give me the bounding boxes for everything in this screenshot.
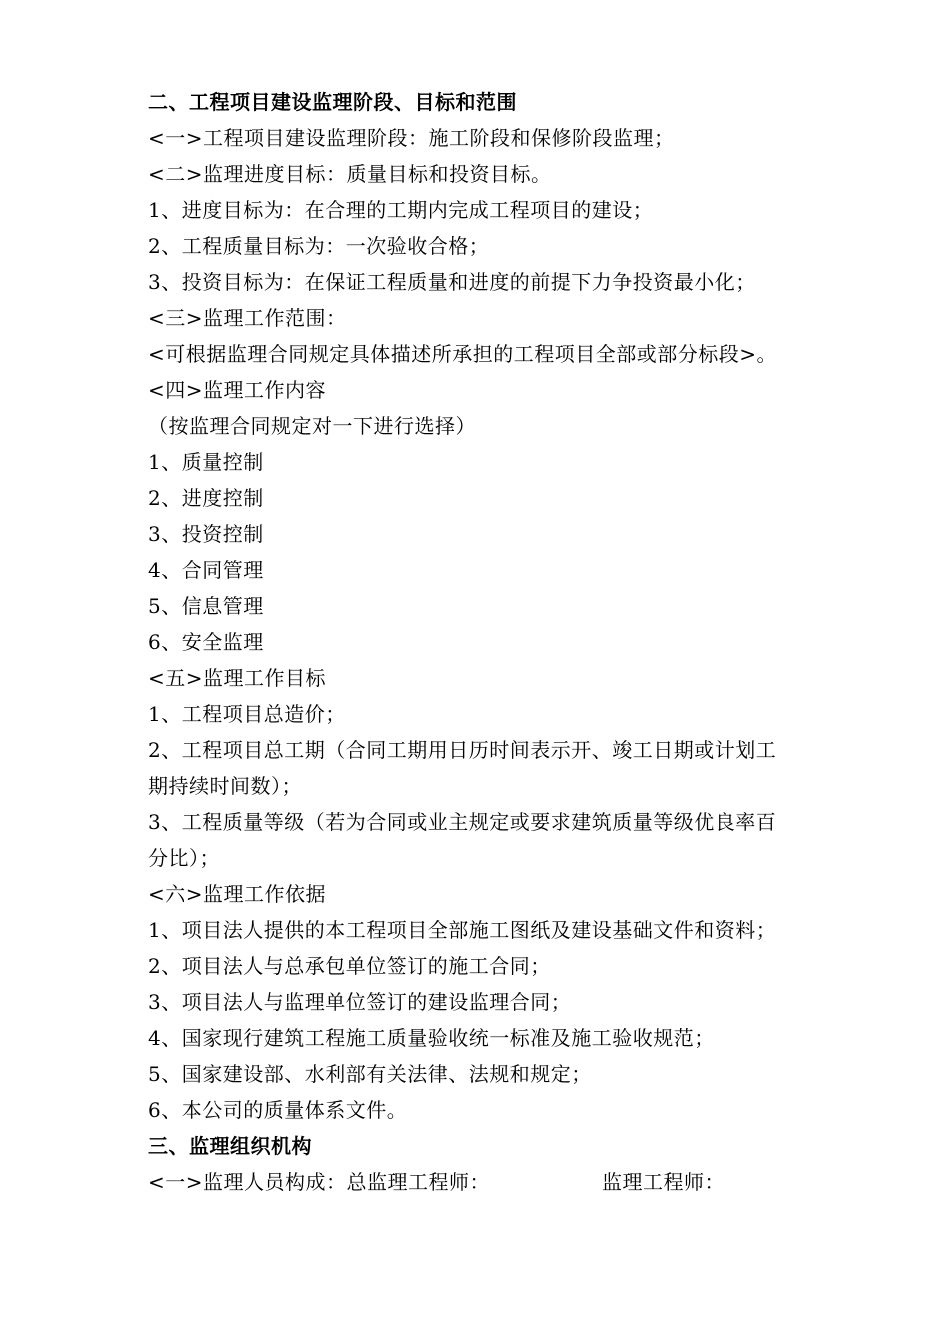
text-line: 5、国家建设部、水利部有关法律、法规和规定； [148,1062,592,1086]
text-line: <二>监理进度目标：质量目标和投资目标。 [148,162,552,186]
text-line: 2、工程质量目标为：一次验收合格； [148,234,490,258]
document-body [148,84,858,1164]
text-line: <一>工程项目建设监理阶段：施工阶段和保修阶段监理； [148,126,675,150]
text-line: 1、工程项目总造价； [148,702,346,726]
text-line: <三>监理工作范围： [148,306,347,330]
text-line: 3、投资控制 [148,522,264,546]
text-line: <四>监理工作内容 [148,378,327,402]
chief-engineer-label: <一>监理人员构成：总监理工程师： [148,1170,491,1194]
text-line: <六>监理工作依据 [148,882,327,906]
text-line: 3、投资目标为：在保证工程质量和进度的前提下力争投资最小化； [148,270,756,294]
text-line: 1、项目法人提供的本工程项目全部施工图纸及建设基础文件和资料； [148,918,777,942]
text-line: <五>监理工作目标 [148,666,327,690]
text-line: 3、项目法人与监理单位签订的建设监理合同； [148,990,572,1014]
text-line: 2、项目法人与总承包单位签订的施工合同； [148,954,551,978]
text-line: 3、工程质量等级（若为合同或业主规定或要求建筑质量等级优良率百 [148,810,777,834]
text-line: <可根据监理合同规定具体描述所承担的工程项目全部或部分标段>。 [148,342,778,366]
staff-composition-line [148,1164,858,1200]
text-line: 1、进度目标为：在合理的工期内完成工程项目的建设； [148,198,654,222]
text-line: 6、本公司的质量体系文件。 [148,1098,408,1122]
text-line: 2、工程项目总工期（合同工期用日历时间表示开、竣工日期或计划工 [148,738,777,762]
text-line: 4、合同管理 [148,558,264,582]
text-line: 1、质量控制 [148,450,264,474]
document-page [148,84,858,1200]
text-line: 5、信息管理 [148,594,264,618]
text-line: 6、安全监理 [148,630,264,654]
text-line: 分比）； [148,846,220,870]
text-line: 2、进度控制 [148,486,264,510]
text-line: 4、国家现行建筑工程施工质量验收统一标准及施工验收规范； [148,1026,715,1050]
text-line: 期持续时间数）； [148,774,302,798]
section-heading: 三、监理组织机构 [148,1134,312,1158]
engineer-label: 监理工程师： [602,1170,726,1194]
text-line: （按监理合同规定对一下进行选择） [148,414,476,438]
section-heading: 二、工程项目建设监理阶段、目标和范围 [148,90,517,114]
